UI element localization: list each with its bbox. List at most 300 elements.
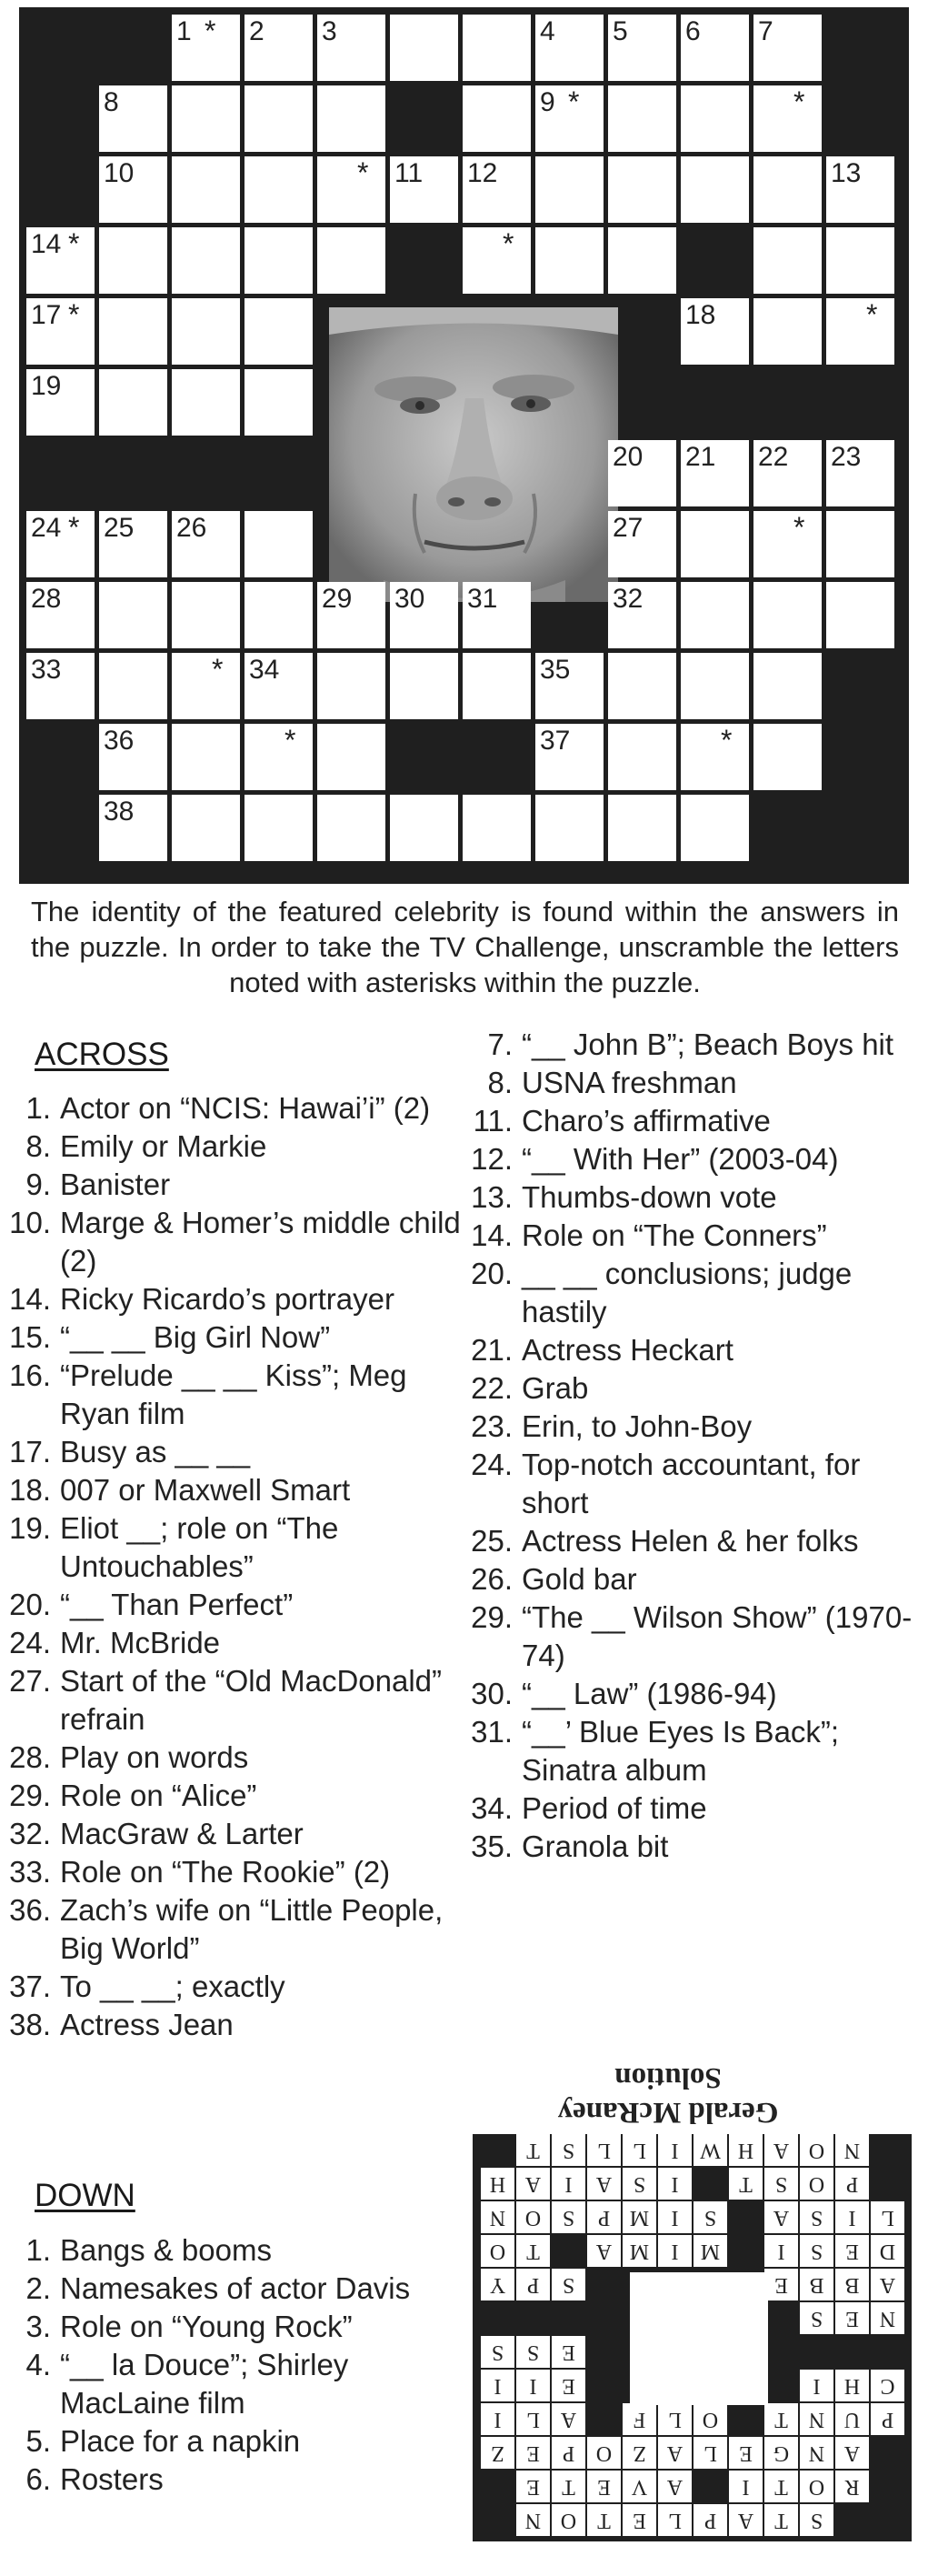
- clue-item: [0, 1739, 462, 1777]
- grid-cell: [608, 582, 676, 648]
- clue-number: 25.: [471, 1524, 513, 1558]
- solution-cell: A: [764, 2134, 798, 2166]
- clue-number: 1: [176, 16, 192, 46]
- clue-item: [462, 1599, 916, 1675]
- solution-cell: A: [587, 2235, 621, 2267]
- solution-cell: N: [835, 2134, 869, 2166]
- asterisk-marker: *: [866, 298, 878, 331]
- solution-cell: S: [516, 2336, 550, 2368]
- clue-text: __ __ conclusions; judge hastily: [522, 1257, 853, 1328]
- clue-item: [0, 1357, 462, 1433]
- solution-cell: H: [729, 2134, 763, 2166]
- solution-cell: T: [587, 2504, 621, 2536]
- grid-cell: [608, 15, 676, 81]
- solution-cell: P: [694, 2504, 727, 2536]
- grid-cell: [753, 298, 822, 365]
- clue-number: 8.: [487, 1066, 513, 1099]
- asterisk-marker: *: [68, 511, 80, 544]
- grid-cell: [753, 15, 822, 81]
- grid-cell: [681, 653, 749, 719]
- solution-cell: O: [587, 2437, 621, 2469]
- clue-number: 4: [540, 16, 555, 46]
- grid-cell: [172, 156, 240, 223]
- solution-cell: O: [800, 2134, 833, 2166]
- clue-item: [0, 2231, 462, 2270]
- clue-number: 14: [31, 229, 62, 259]
- clue-number: 23.: [471, 1409, 513, 1443]
- grid-cell: [390, 795, 458, 861]
- solution-photo-area: [630, 2272, 768, 2405]
- solution-cell: L: [516, 2403, 550, 2435]
- clue-number: 3.: [25, 2310, 51, 2343]
- grid-cell: [826, 298, 894, 365]
- solution-cell: C: [871, 2370, 904, 2401]
- clue-number: 6.: [25, 2462, 51, 2496]
- grid-cell: [681, 795, 749, 861]
- clue-text: Rosters: [60, 2462, 164, 2496]
- grid-cell: [681, 85, 749, 152]
- solution-cell: S: [694, 2201, 727, 2233]
- clue-text: Zach’s wife on “Little People, Big World”: [60, 1893, 444, 1965]
- clue-number: 6: [685, 16, 701, 46]
- solution-cell: T: [552, 2471, 585, 2502]
- grid-cell: [608, 85, 676, 152]
- clue-text: Grab: [522, 1371, 589, 1405]
- grid-cell: [99, 298, 167, 365]
- clue-number: 12.: [471, 1142, 513, 1176]
- clue-text: Charo’s affirmative: [522, 1104, 771, 1138]
- asterisk-marker: *: [568, 85, 580, 118]
- clue-item: [0, 1166, 462, 1204]
- grid-cell: [608, 795, 676, 861]
- solution-cell: T: [729, 2168, 763, 2200]
- clue-number: 27: [613, 513, 644, 543]
- clue-number: 16.: [9, 1358, 51, 1392]
- clue-text: “__ la Douce”; Shirley MacLaine film: [60, 2348, 349, 2420]
- solution-cell: E: [835, 2235, 869, 2267]
- clue-item: [0, 1891, 462, 1968]
- clue-number: 13: [831, 158, 862, 188]
- clue-text: Bangs & booms: [60, 2233, 272, 2267]
- grid-cell: [244, 511, 313, 577]
- clue-number: 12: [467, 158, 498, 188]
- grid-cell: [826, 511, 894, 577]
- down-heading: DOWN: [35, 2178, 135, 2213]
- grid-cell: [99, 653, 167, 719]
- solution-cell: S: [800, 2235, 833, 2267]
- grid-cell: [535, 227, 604, 294]
- grid-cell: [681, 582, 749, 648]
- solution-cell: H: [835, 2370, 869, 2401]
- clue-number: 2.: [25, 2271, 51, 2305]
- grid-cell: [753, 724, 822, 790]
- grid-cell: [317, 156, 385, 223]
- clue-text: Erin, to John-Boy: [522, 1409, 753, 1443]
- grid-cell: [390, 156, 458, 223]
- clue-number: 26: [176, 513, 207, 543]
- grid-cell: [26, 653, 95, 719]
- clue-number: 27.: [9, 1664, 51, 1698]
- clue-number: 35.: [471, 1829, 513, 1863]
- clue-item: [462, 1178, 916, 1217]
- clue-number: 25: [104, 513, 135, 543]
- grid-cell: [172, 724, 240, 790]
- solution-cell: A: [729, 2504, 763, 2536]
- clue-number: 35: [540, 655, 571, 685]
- asterisk-marker: *: [68, 227, 80, 260]
- solution-cell: P: [516, 2269, 550, 2300]
- solution-cell: I: [729, 2471, 763, 2502]
- clue-item: [462, 1217, 916, 1255]
- solution-cell: P: [552, 2437, 585, 2469]
- grid-cell: [317, 15, 385, 81]
- clue-number: 9.: [25, 1168, 51, 1201]
- grid-cell: [608, 227, 676, 294]
- solution-cell: A: [871, 2269, 904, 2300]
- asterisk-marker: *: [284, 724, 296, 757]
- solution-cell: I: [658, 2201, 692, 2233]
- solution-cell: L: [871, 2201, 904, 2233]
- solution-cell: M: [623, 2201, 656, 2233]
- solution-label: Solution: [614, 2061, 722, 2094]
- grid-cell: [535, 795, 604, 861]
- solution-cell: T: [764, 2403, 798, 2435]
- clue-text: 007 or Maxwell Smart: [60, 1473, 351, 1507]
- clue-number: 36: [104, 726, 135, 756]
- clue-item: [0, 1089, 462, 1128]
- clue-number: 10: [104, 158, 135, 188]
- grid-cell: [172, 511, 240, 577]
- grid-cell: [753, 85, 822, 152]
- clue-number: 5: [613, 16, 628, 46]
- grid-cell: [535, 653, 604, 719]
- solution-title: [486, 2048, 850, 2130]
- grid-cell: [390, 15, 458, 81]
- asterisk-marker: *: [357, 156, 369, 189]
- asterisk-marker: *: [721, 724, 733, 757]
- solution-cell: S: [481, 2336, 514, 2368]
- grid-cell: [681, 511, 749, 577]
- solution-cell: S: [623, 2168, 656, 2200]
- grid-cell: [681, 440, 749, 506]
- clue-text: Busy as __ __: [60, 1435, 251, 1468]
- solution-cell: N: [481, 2201, 514, 2233]
- grid-cell: [172, 795, 240, 861]
- asterisk-marker: *: [68, 298, 80, 331]
- grid-cell: [681, 724, 749, 790]
- clue-item: [462, 1102, 916, 1140]
- clue-item: [462, 1675, 916, 1713]
- clue-item: [462, 1369, 916, 1408]
- clue-text: Role on “Alice”: [60, 1779, 257, 1812]
- clue-number: 34.: [471, 1791, 513, 1825]
- clue-item: [462, 1522, 916, 1560]
- grid-cell: [463, 227, 531, 294]
- clue-number: 31.: [471, 1715, 513, 1749]
- grid-cell: [753, 653, 822, 719]
- solution-cell: P: [587, 2201, 621, 2233]
- grid-cell: [244, 156, 313, 223]
- grid-cell: [535, 15, 604, 81]
- solution-cell: A: [552, 2403, 585, 2435]
- grid-cell: [608, 724, 676, 790]
- grid-cell: [681, 15, 749, 81]
- grid-cell: [244, 653, 313, 719]
- clue-text: Actress Heckart: [522, 1333, 733, 1367]
- clue-number: 14.: [9, 1282, 51, 1316]
- clue-number: 23: [831, 442, 862, 472]
- grid-cell: [317, 85, 385, 152]
- grid-cell: [463, 85, 531, 152]
- solution-cell: N: [516, 2504, 550, 2536]
- solution-cell: O: [800, 2471, 833, 2502]
- grid-cell: [753, 511, 822, 577]
- clue-text: Gold bar: [522, 1562, 637, 1596]
- clue-number: 28.: [9, 1740, 51, 1774]
- solution-cell: S: [764, 2168, 798, 2200]
- clue-number: 9: [540, 87, 555, 117]
- clue-number: 36.: [9, 1893, 51, 1927]
- grid-cell: [826, 582, 894, 648]
- clue-number: 38: [104, 797, 135, 827]
- solution-cell: L: [587, 2134, 621, 2166]
- clue-item: [0, 1777, 462, 1815]
- grid-cell: [99, 582, 167, 648]
- clue-number: 1.: [25, 1091, 51, 1125]
- grid-cell: [826, 227, 894, 294]
- clue-item: [0, 2461, 462, 2499]
- clue-text: Role on “The Conners”: [522, 1218, 827, 1252]
- clue-number: 18.: [9, 1473, 51, 1507]
- grid-cell: [172, 582, 240, 648]
- solution-cell: A: [658, 2437, 692, 2469]
- solution-cell: I: [481, 2403, 514, 2435]
- clue-item: [0, 2308, 462, 2346]
- clue-item: [0, 1968, 462, 2006]
- solution-cell: S: [800, 2504, 833, 2536]
- grid-cell: [535, 85, 604, 152]
- clue-item: [462, 1828, 916, 1866]
- clue-number: 34: [249, 655, 280, 685]
- clue-number: 21.: [471, 1333, 513, 1367]
- grid-cell: [681, 298, 749, 365]
- solution-cell: E: [552, 2336, 585, 2368]
- grid-cell: [172, 653, 240, 719]
- solution-cell: I: [481, 2370, 514, 2401]
- grid-cell: [753, 227, 822, 294]
- solution-cell: I: [552, 2168, 585, 2200]
- solution-cell: Y: [481, 2269, 514, 2300]
- solution-cell: A: [764, 2201, 798, 2233]
- grid-cell: [608, 653, 676, 719]
- clue-item: [462, 1713, 916, 1789]
- clue-number: 4.: [25, 2348, 51, 2381]
- solution-cell: O: [694, 2403, 727, 2435]
- clue-text: Actress Jean: [60, 2008, 234, 2041]
- clue-text: “__ John B”; Beach Boys hit: [522, 1027, 894, 1061]
- solution-cell: O: [481, 2235, 514, 2267]
- grid-cell: [99, 511, 167, 577]
- clue-number: 2: [249, 16, 264, 46]
- clue-text: “Prelude __ __ Kiss”; Meg Ryan film: [60, 1358, 407, 1430]
- clue-number: 33.: [9, 1855, 51, 1889]
- solution-cell: L: [623, 2134, 656, 2166]
- clue-item: [0, 2346, 462, 2422]
- clue-item: [0, 1509, 462, 1586]
- solution-cell: L: [658, 2504, 692, 2536]
- solution-cell: E: [764, 2269, 798, 2300]
- solution-cell: I: [764, 2235, 798, 2267]
- clue-number: 29.: [471, 1600, 513, 1634]
- solution-cell: V: [623, 2471, 656, 2502]
- grid-cell: [463, 156, 531, 223]
- clue-item: [0, 1128, 462, 1166]
- solution-cell: L: [658, 2403, 692, 2435]
- grid-cell: [317, 653, 385, 719]
- solution-cell: T: [516, 2134, 550, 2166]
- down-clue-list-left: [0, 2231, 462, 2499]
- clue-item: [0, 1318, 462, 1357]
- grid-cell: [608, 511, 676, 577]
- solution-cell: I: [658, 2134, 692, 2166]
- grid-cell: [26, 582, 95, 648]
- solution-cell: E: [729, 2437, 763, 2469]
- clue-text: “__’ Blue Eyes Is Back”; Sinatra album: [522, 1715, 840, 1787]
- clue-number: 21: [685, 442, 716, 472]
- clue-text: MacGraw & Larter: [60, 1817, 304, 1850]
- celebrity-photo: [329, 307, 618, 602]
- solution-cell: S: [552, 2134, 585, 2166]
- grid-cell: [99, 369, 167, 436]
- grid-cell: [826, 156, 894, 223]
- solution-cell: T: [516, 2235, 550, 2267]
- solution-cell: U: [835, 2403, 869, 2435]
- asterisk-marker: *: [793, 85, 805, 118]
- clue-text: Role on “Young Rock”: [60, 2310, 353, 2343]
- asterisk-marker: *: [212, 653, 224, 686]
- solution-cell: P: [835, 2168, 869, 2200]
- instructions-text: The identity of the featured celebrity is found within the answers in the puzzle. In order to take the TV Challenge, unscramble the letters noted with asterisks within the puzzle.: [31, 896, 899, 998]
- clue-number: 13.: [471, 1180, 513, 1214]
- clue-number: 1.: [25, 2233, 51, 2267]
- grid-cell: [317, 582, 385, 648]
- clue-item: [462, 1408, 916, 1446]
- grid-cell: [390, 653, 458, 719]
- solution-cell: L: [694, 2437, 727, 2469]
- solution-cell: P: [871, 2403, 904, 2435]
- clue-number: 33: [31, 655, 62, 685]
- solution-cell: S: [552, 2201, 585, 2233]
- solution-cell: N: [800, 2437, 833, 2469]
- grid-cell: [172, 15, 240, 81]
- clue-number: 24.: [9, 1626, 51, 1659]
- grid-cell: [172, 369, 240, 436]
- grid-cell: [244, 298, 313, 365]
- clue-number: 15.: [9, 1320, 51, 1354]
- clue-text: “__ Than Perfect”: [60, 1588, 294, 1621]
- clue-number: 8.: [25, 1129, 51, 1163]
- solution-cell: E: [516, 2471, 550, 2502]
- solution-cell: Z: [623, 2437, 656, 2469]
- grid-cell: [317, 227, 385, 294]
- clue-item: [0, 2006, 462, 2044]
- clue-number: 3: [322, 16, 337, 46]
- clue-number: 7.: [487, 1027, 513, 1061]
- grid-cell: [244, 369, 313, 436]
- clue-number: 32: [613, 584, 644, 614]
- grid-cell: [317, 724, 385, 790]
- clue-number: 18: [685, 300, 716, 330]
- solution-cell: M: [623, 2235, 656, 2267]
- clue-item: [0, 1433, 462, 1471]
- grid-cell: [244, 15, 313, 81]
- clue-text: Mr. McBride: [60, 1626, 221, 1659]
- clue-item: [462, 1255, 916, 1331]
- down-clue-list-right: [462, 1026, 916, 1866]
- solution-cell: T: [764, 2471, 798, 2502]
- solution-cell: Z: [481, 2437, 514, 2469]
- solution-cell: A: [587, 2168, 621, 2200]
- clue-text: “__ Law” (1986-94): [522, 1677, 777, 1710]
- solution-cell: E: [623, 2504, 656, 2536]
- grid-cell: [26, 298, 95, 365]
- clue-item: [462, 1140, 916, 1178]
- asterisk-marker: *: [503, 227, 514, 260]
- clue-text: Place for a napkin: [60, 2424, 301, 2458]
- grid-cell: [463, 582, 531, 648]
- grid-cell: [244, 85, 313, 152]
- clue-text: Start of the “Old MacDonald” refrain: [60, 1664, 443, 1736]
- grid-cell: [535, 156, 604, 223]
- solution-cell: O: [516, 2201, 550, 2233]
- clue-text: Banister: [60, 1168, 171, 1201]
- clue-number: 29.: [9, 1779, 51, 1812]
- clue-number: 7: [758, 16, 773, 46]
- clue-number: 20: [613, 442, 644, 472]
- clue-item: [0, 1204, 462, 1280]
- grid-cell: [753, 440, 822, 506]
- grid-cell: [26, 369, 95, 436]
- clue-number: 31: [467, 584, 498, 614]
- clue-number: 28: [31, 584, 62, 614]
- clue-item: [0, 1662, 462, 1739]
- grid-cell: [99, 227, 167, 294]
- clue-item: [0, 2270, 462, 2308]
- solution-cell: N: [871, 2302, 904, 2334]
- grid-cell: [99, 85, 167, 152]
- clue-text: Actress Helen & her folks: [522, 1524, 859, 1558]
- grid-cell: [753, 582, 822, 648]
- clue-text: Emily or Markie: [60, 1129, 267, 1163]
- clue-item: [0, 1853, 462, 1891]
- clue-number: 37.: [9, 1970, 51, 2003]
- clue-number: 20.: [9, 1588, 51, 1621]
- clue-number: 30.: [471, 1677, 513, 1710]
- solution-cell: S: [552, 2269, 585, 2300]
- clue-number: 14.: [471, 1218, 513, 1252]
- solution-cell: S: [800, 2201, 833, 2233]
- grid-cell: [99, 795, 167, 861]
- grid-cell: [26, 511, 95, 577]
- clue-text: “__ With Her” (2003-04): [522, 1142, 839, 1176]
- grid-cell: [608, 440, 676, 506]
- clue-number: 38.: [9, 2008, 51, 2041]
- grid-cell: [244, 795, 313, 861]
- clue-text: USNA freshman: [522, 1066, 737, 1099]
- clue-text: Granola bit: [522, 1829, 669, 1863]
- clue-text: Eliot __; role on “The Untouchables”: [60, 1511, 339, 1583]
- grid-cell: [244, 582, 313, 648]
